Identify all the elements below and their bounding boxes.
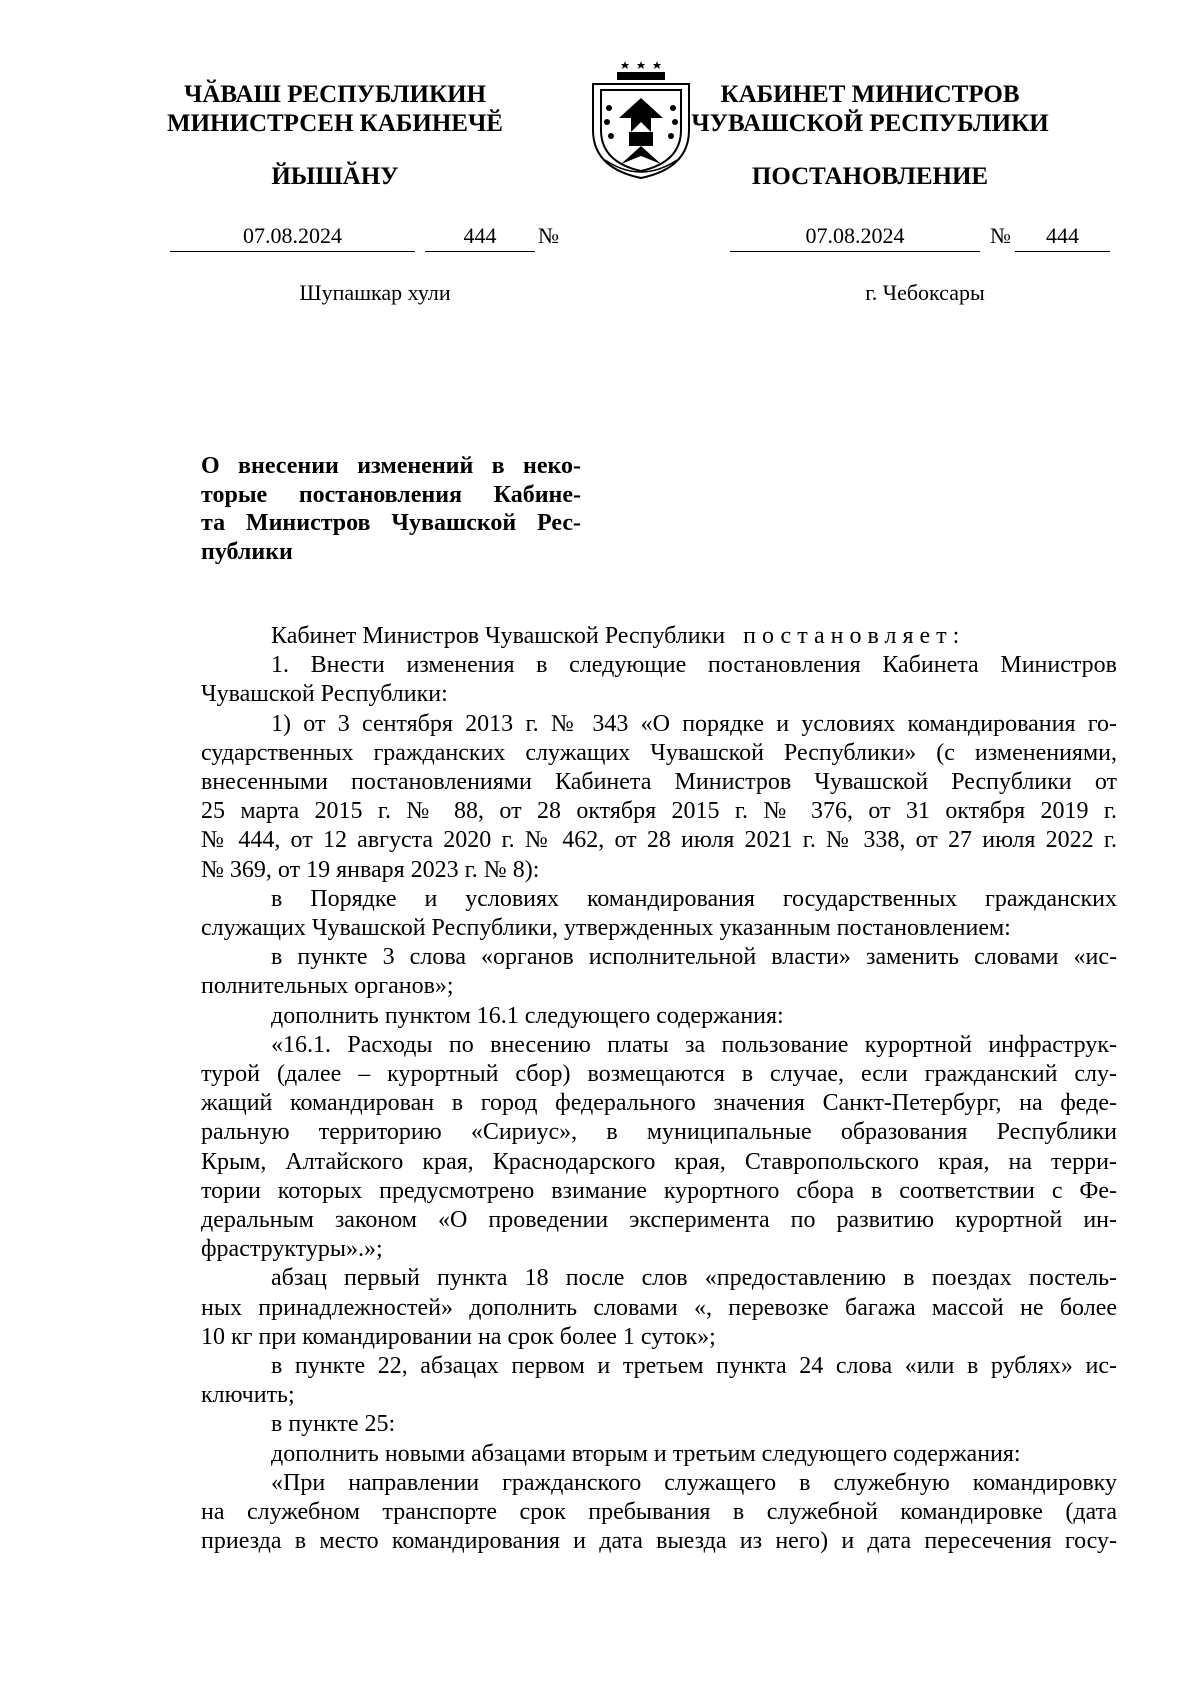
body-line: фраструктуры».»; xyxy=(201,1236,383,1263)
left-number: 444 xyxy=(425,223,535,252)
document-subject xyxy=(201,452,581,566)
body-paragraph xyxy=(201,943,1117,1001)
body-line: в пункте 22, абзацах первом и третьем пункта 24 слова «или в рублях» ис- xyxy=(271,1353,1117,1380)
left-number-sign: № xyxy=(538,223,559,248)
body-line: деральным законом «О проведении эксперимента по развитию курортной ин- xyxy=(201,1207,1117,1234)
body-paragraph xyxy=(201,1002,1117,1031)
body-paragraph xyxy=(201,885,1117,943)
body-line: внесенными постановлениями Кабинета Министров Чувашской Республики от xyxy=(201,769,1117,796)
body-line: № 369, от 19 января 2023 г. № 8): xyxy=(201,856,540,883)
body-line: «При направлении гражданского служащего в служебную командировку xyxy=(271,1469,1117,1496)
body-line: 10 кг при командировании на срок более 1 суток»; xyxy=(201,1323,716,1350)
body-line: турой (далее – курортный сбор) возмещаются в случае, если гражданский слу- xyxy=(201,1061,1117,1088)
body-line: 25 марта 2015 г. № 88, от 28 октября 2015 г. № 376, от 31 октября 2019 г. xyxy=(201,798,1117,825)
subject-line: публики xyxy=(201,538,293,565)
document-body xyxy=(201,622,1117,1557)
right-doc-type: ПОСТАНОВЛЕНИЕ xyxy=(751,163,989,190)
body-line: дополнить новыми абзацами вторым и третьим следующего содержания: xyxy=(271,1440,1021,1467)
right-number-sign: № xyxy=(990,223,1011,248)
body-line: на служебном транспорте срок пребывания в служебной командировке (дата xyxy=(201,1499,1117,1526)
body-paragraph xyxy=(201,1410,1117,1439)
body-paragraph xyxy=(201,710,1117,885)
body-paragraph xyxy=(201,1031,1117,1265)
body-line: Чувашской Республики: xyxy=(201,681,448,708)
body-line: ных принадлежностей» дополнить словами «, перевозке багажа массой не более xyxy=(201,1294,1117,1321)
body-paragraph xyxy=(201,1440,1117,1469)
right-number: 444 xyxy=(1015,223,1110,252)
right-date: 07.08.2024 xyxy=(730,223,980,252)
body-paragraph xyxy=(201,1352,1117,1410)
body-paragraph xyxy=(201,651,1117,709)
right-header-title-line: КАБИНЕТ МИНИСТРОВ xyxy=(720,81,1020,108)
right-place: г. Чебоксары xyxy=(865,280,985,305)
body-paragraph xyxy=(201,1469,1117,1557)
subject-line: та Министров Чувашской Рес- xyxy=(201,510,581,537)
body-line: тории которых предусмотрено взимание курортного сбора в соответствии с Фе- xyxy=(201,1177,1117,1204)
preamble-keyword: постановляет: xyxy=(743,623,966,649)
body-line: служащих Чувашской Республики, утвержденных указанным постановлением: xyxy=(201,915,1011,942)
right-header-title-line: ЧУВАШСКОЙ РЕСПУБЛИКИ xyxy=(691,110,1049,137)
body-line: 1. Внести изменения в следующие постановления Кабинета Министров xyxy=(271,652,1117,679)
body-line: абзац первый пункта 18 после слов «предоставлению в поездах постель- xyxy=(271,1265,1117,1292)
right-header-title xyxy=(660,80,1080,138)
body-line: жащий командирован в город федерального значения Санкт-Петербург, на феде- xyxy=(201,1090,1117,1117)
subject-line: торые постановления Кабине- xyxy=(201,481,581,508)
left-header-title-line: МИНИСТРСЕН КАБИНЕЧӖ xyxy=(167,110,503,137)
preamble xyxy=(201,622,1117,651)
left-place: Шупашкар хули xyxy=(299,280,451,305)
body-line: ральную территорию «Сириус», в муниципальные образования Республики xyxy=(201,1119,1117,1146)
subject-line: О внесении изменений в неко- xyxy=(201,453,581,479)
body-line: Крым, Алтайского края, Краснодарского края, Ставропольского края, на терри- xyxy=(201,1148,1117,1175)
body-line: в Порядке и условиях командирования государственных гражданских xyxy=(271,885,1117,912)
preamble-line xyxy=(201,622,1117,651)
body-line: сударственных гражданских служащих Чувашской Республики» (с изменениями, xyxy=(201,739,1117,766)
left-doc-type: ЙЫШӐНУ xyxy=(271,163,399,190)
body-paragraphs xyxy=(201,651,1117,1556)
left-date: 07.08.2024 xyxy=(170,223,415,252)
body-line: в пункте 25: xyxy=(271,1411,396,1438)
body-line: ключить; xyxy=(201,1382,295,1409)
body-line: дополнить пунктом 16.1 следующего содержания: xyxy=(271,1002,784,1029)
body-line: № 444, от 12 августа 2020 г. № 462, от 28 июля 2021 г. № 338, от 27 июля 2022 г. xyxy=(201,827,1117,854)
body-line: приезда в место командирования и дата выезда из него) и дата пересечения госу- xyxy=(201,1528,1117,1555)
preamble-prefix: Кабинет Министров Чувашской Республики xyxy=(271,623,726,649)
body-paragraph xyxy=(201,1264,1117,1352)
left-header-title-line: ЧӐВАШ РЕСПУБЛИКИН xyxy=(183,81,487,108)
body-line: в пункте 3 слова «органов исполнительной власти» заменить словами «ис- xyxy=(271,944,1117,971)
body-line: «16.1. Расходы по внесению платы за пользование курортной инфраструк- xyxy=(271,1031,1117,1058)
body-line: полнительных органов»; xyxy=(201,973,454,1000)
body-line: 1) от 3 сентября 2013 г. № 343 «О порядке и условиях командирования го- xyxy=(271,710,1117,737)
left-header-title xyxy=(125,80,545,138)
